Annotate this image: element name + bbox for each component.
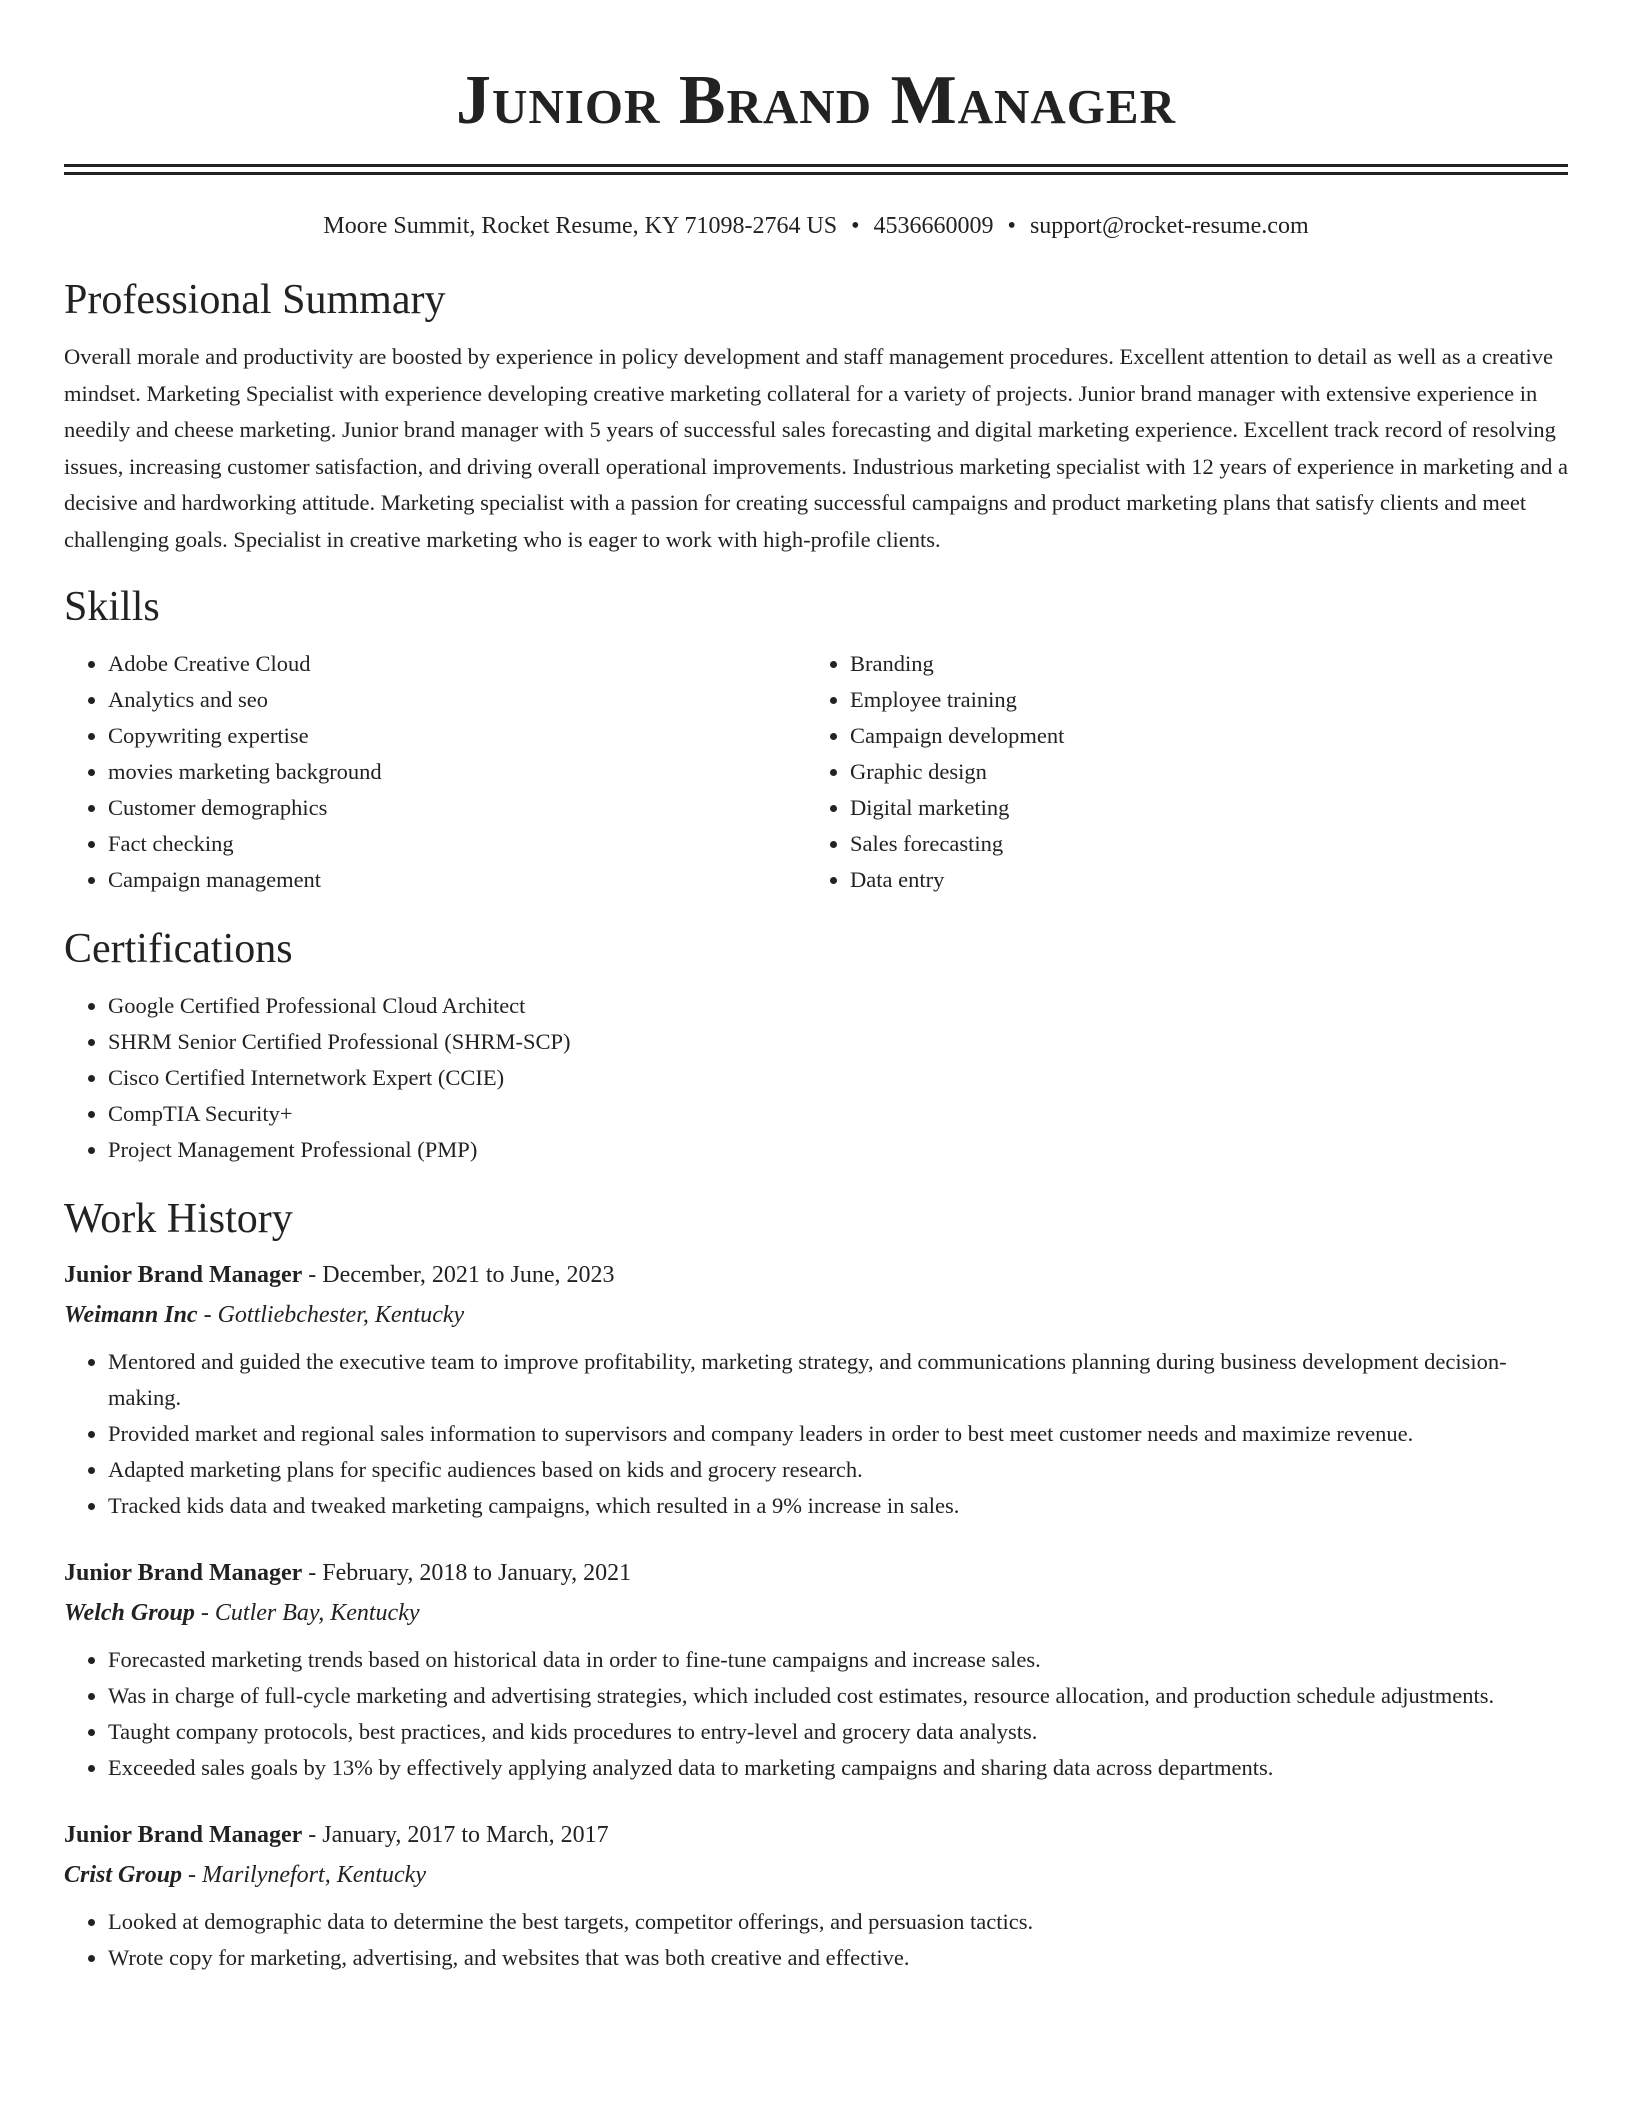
job-location: - Marilynefort, Kentucky	[182, 1862, 426, 1888]
certifications-section	[64, 924, 1568, 1168]
job-role: Junior Brand Manager	[64, 1822, 303, 1848]
contact-line	[64, 211, 1568, 241]
job-entry	[64, 1258, 1568, 1524]
job-entry	[64, 1818, 1568, 1976]
job-bullet: • Taught company protocols, best practices, and kids procedures to entry-level and grocery data analysts.	[108, 1714, 1568, 1750]
job-header	[64, 1818, 1568, 1852]
certification-item: • CompTIA Security+	[108, 1096, 1568, 1132]
contact-email: support@rocket-resume.com	[1029, 213, 1309, 239]
job-bullet: • Adapted marketing plans for specific audiences based on kids and grocery research.	[108, 1452, 1568, 1488]
job-entry	[64, 1556, 1568, 1786]
skill-item: • Employee training	[850, 682, 1548, 718]
contact-separator: •	[851, 213, 860, 239]
job-bullet: • Wrote copy for marketing, advertising, and websites that was both creative and effective.	[108, 1940, 1568, 1976]
job-company: Crist Group	[64, 1862, 183, 1888]
skills-column-left	[64, 646, 806, 898]
job-role: Junior Brand Manager	[64, 1560, 303, 1586]
skill-item: • Fact checking	[108, 826, 806, 862]
job-employer	[64, 1298, 1568, 1332]
skills-column-right	[806, 646, 1548, 898]
skills-section	[64, 582, 1568, 898]
certification-item: • SHRM Senior Certified Professional (SHRM-SCP)	[108, 1024, 1568, 1060]
job-bullets	[64, 1904, 1568, 1976]
skill-item: • Customer demographics	[108, 790, 806, 826]
job-header	[64, 1258, 1568, 1292]
summary-heading: Professional Summary	[64, 277, 446, 323]
resume-title: Junior Brand Manager	[456, 62, 1176, 139]
skill-item: • Adobe Creative Cloud	[108, 646, 806, 682]
job-bullets	[64, 1344, 1568, 1524]
job-dates: - February, 2018 to January, 2021	[302, 1560, 632, 1586]
job-employer	[64, 1596, 1568, 1630]
job-employer	[64, 1858, 1568, 1892]
certification-item: • Google Certified Professional Cloud Architect	[108, 988, 1568, 1024]
job-bullet: • Looked at demographic data to determine the best targets, competitor offerings, and persuasion tactics.	[108, 1904, 1568, 1940]
job-company: Welch Group	[64, 1600, 195, 1626]
job-bullet: • Provided market and regional sales information to supervisors and company leaders in order to best meet customer needs and maximize revenue.	[108, 1416, 1568, 1452]
certification-item: • Cisco Certified Internetwork Expert (CCIE)	[108, 1060, 1568, 1096]
resume-content	[64, 0, 1568, 1976]
skill-item: • movies marketing background	[108, 754, 806, 790]
skill-item: • Graphic design	[850, 754, 1548, 790]
job-location: - Gottliebchester, Kentucky	[197, 1302, 465, 1328]
work-history-heading: Work History	[64, 1196, 293, 1242]
certifications-list	[64, 988, 1568, 1168]
job-bullet: • Exceeded sales goals by 13% by effectively applying analyzed data to marketing campaigns and sharing data across departments.	[108, 1750, 1568, 1786]
skills-columns	[64, 646, 1568, 898]
skills-list-right	[806, 646, 1548, 898]
job-location: - Cutler Bay, Kentucky	[194, 1600, 420, 1626]
skill-item: • Analytics and seo	[108, 682, 806, 718]
skills-heading: Skills	[64, 584, 160, 630]
skill-item: • Sales forecasting	[850, 826, 1548, 862]
job-dates: - December, 2021 to June, 2023	[302, 1262, 615, 1288]
title-double-rule	[64, 164, 1568, 175]
certification-item: • Project Management Professional (PMP)	[108, 1132, 1568, 1168]
contact-phone: 4536660009	[873, 213, 994, 239]
contact-separator: •	[1007, 213, 1016, 239]
job-bullet: • Was in charge of full-cycle marketing and advertising strategies, which included cost estimates, resource allocation, and production schedule adjustments.	[108, 1678, 1568, 1714]
job-bullets	[64, 1642, 1568, 1786]
job-bullet: • Mentored and guided the executive team to improve profitability, marketing strategy, and communications planning during business development decision-making.	[108, 1344, 1568, 1416]
certifications-heading: Certifications	[64, 926, 293, 972]
skill-item: • Data entry	[850, 862, 1548, 898]
skill-item: • Campaign management	[108, 862, 806, 898]
skill-item: • Branding	[850, 646, 1548, 682]
skill-item: • Campaign development	[850, 718, 1548, 754]
job-header	[64, 1556, 1568, 1590]
skill-item: • Copywriting expertise	[108, 718, 806, 754]
skills-list-left	[64, 646, 806, 898]
contact-address: Moore Summit, Rocket Resume, KY 71098-2764 US	[323, 213, 838, 239]
job-bullet: • Tracked kids data and tweaked marketing campaigns, which resulted in a 9% increase in sales.	[108, 1488, 1568, 1524]
skill-item: • Digital marketing	[850, 790, 1548, 826]
summary-section	[64, 275, 1568, 558]
work-history-section	[64, 1194, 1568, 1976]
job-company: Weimann Inc	[64, 1302, 198, 1328]
job-bullet: • Forecasted marketing trends based on historical data in order to fine-tune campaigns and increase sales.	[108, 1642, 1568, 1678]
job-dates: - January, 2017 to March, 2017	[302, 1822, 609, 1848]
summary-text: Overall morale and productivity are boosted by experience in policy development and staff management procedures. Excellent attention to detail as well as a creative mindset. Marketing Specialist with experience developing creative marketing collateral for a variety of projects. Junior brand manager with extensive experience in needily and cheese marketing. Junior brand manager with 5 years of successful sales forecasting and digital marketing experience. Excellent track record of resolving issues, increasing customer satisfaction, and driving overall operational improvements. Industrious marketing specialist with 12 years of experience in marketing and a decisive and hardworking attitude. Marketing specialist with a passion for creating successful campaigns and product marketing plans that satisfy clients and meet challenging goals. Specialist in creative marketing who is eager to work with high-profile clients.	[64, 344, 1568, 552]
job-role: Junior Brand Manager	[64, 1262, 303, 1288]
